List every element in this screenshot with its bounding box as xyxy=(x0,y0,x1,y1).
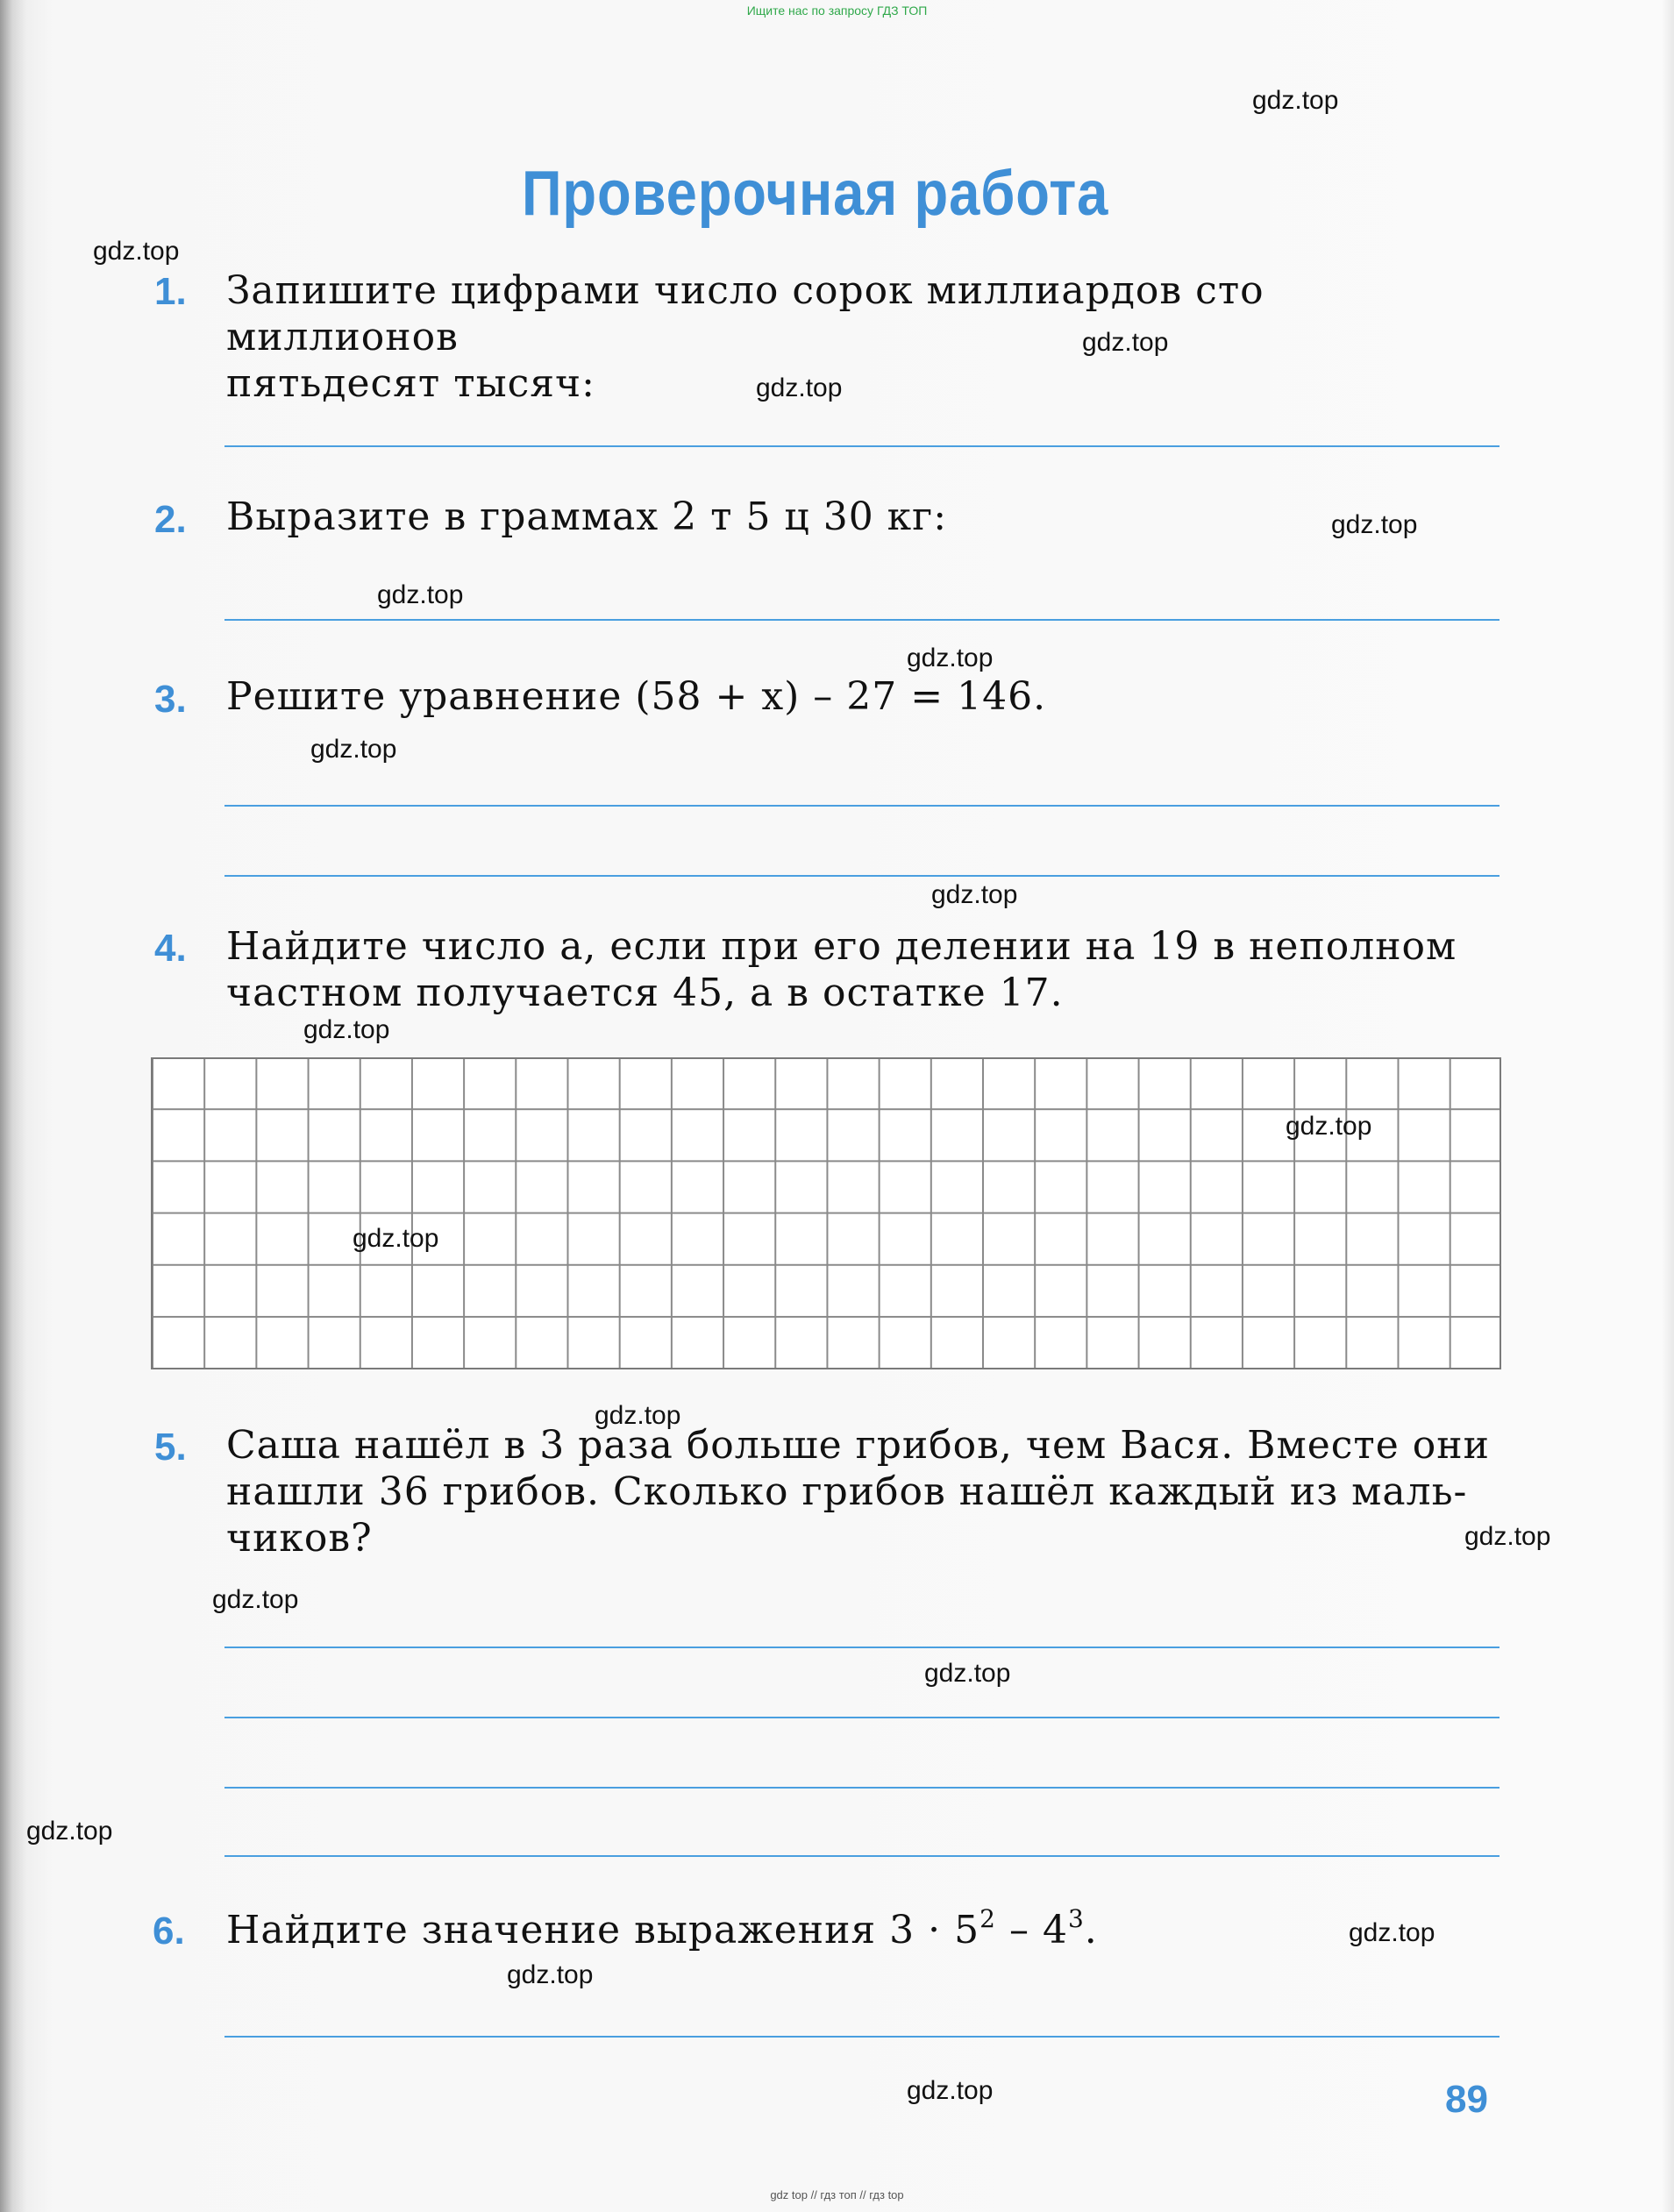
task-6-line-1 xyxy=(226,1904,1502,1958)
watermark: gdz.top xyxy=(595,1401,681,1430)
watermark: gdz.top xyxy=(931,880,1018,909)
task-2-text xyxy=(226,494,1502,540)
task-5-number: 5. xyxy=(154,1426,187,1469)
watermark: gdz.top xyxy=(907,2076,994,2105)
task-6-number: 6. xyxy=(153,1910,185,1952)
squared-grid xyxy=(151,1057,1501,1369)
task-2-number: 2. xyxy=(154,498,187,541)
task-1-line-1: Запишите цифрами число сорок миллиардов сто миллионов xyxy=(226,268,1264,359)
answer-line xyxy=(224,1787,1499,1789)
answer-line xyxy=(224,1717,1499,1718)
task-3-line-1: Решите уравнение (58 + x) – 27 = 146. xyxy=(226,674,1047,719)
answer-line xyxy=(224,619,1499,621)
task-4-line-1: Найдите число a, если при его делении на 19 в неполном xyxy=(226,924,1457,969)
task-4-number: 4. xyxy=(154,927,187,970)
task-5-text xyxy=(226,1422,1502,1561)
task-2-line-1: Выразите в граммах 2 т 5 ц 30 кг: xyxy=(226,494,948,539)
watermark: gdz.top xyxy=(924,1659,1011,1688)
watermark: gdz.top xyxy=(1331,510,1418,539)
watermark: gdz.top xyxy=(303,1015,390,1044)
task-5-line-1: Саша нашёл в 3 раза больше грибов, чем Вася. Вместе они xyxy=(226,1423,1490,1468)
task-5-line-3: чиков? xyxy=(226,1516,373,1561)
watermark: gdz.top xyxy=(756,373,843,402)
task-1-line-2: пятьдесят тысяч: xyxy=(226,361,595,406)
task-1-text xyxy=(226,267,1502,407)
answer-line xyxy=(224,805,1499,807)
watermark: gdz.top xyxy=(26,1817,113,1846)
answer-line xyxy=(224,1647,1499,1648)
watermark: gdz.top xyxy=(212,1585,299,1614)
page-title: Проверочная работа xyxy=(522,159,1109,229)
task-4-text xyxy=(226,923,1502,1016)
top-banner[interactable]: Ищите нас по запросу ГДЗ ТОП xyxy=(746,4,928,18)
task-6-text-mid: – 4 xyxy=(995,1908,1068,1952)
watermark: gdz.top xyxy=(1349,1918,1435,1947)
watermark: gdz.top xyxy=(93,237,180,266)
watermark: gdz.top xyxy=(1252,86,1339,115)
answer-line xyxy=(224,1855,1499,1857)
task-3-text xyxy=(226,673,1502,720)
task-6-text-before: Найдите значение выражения 3 · 5 xyxy=(226,1908,980,1952)
watermark: gdz.top xyxy=(507,1960,594,1989)
watermark: gdz.top xyxy=(907,644,994,672)
task-4-line-2: частном получается 45, а в остатке 17. xyxy=(226,971,1064,1015)
task-6-text xyxy=(226,1904,1502,1958)
answer-line xyxy=(224,445,1499,447)
watermark: gdz.top xyxy=(310,735,397,764)
task-5-line-2: нашли 36 грибов. Сколько грибов нашёл каждый из маль- xyxy=(226,1469,1468,1514)
watermark: gdz.top xyxy=(377,580,464,609)
watermark: gdz.top xyxy=(1464,1522,1551,1551)
watermark: gdz.top xyxy=(1286,1112,1372,1141)
task-6-exponent-1: 2 xyxy=(979,1904,996,1933)
task-1-number: 1. xyxy=(154,270,187,313)
task-6-text-after: . xyxy=(1084,1908,1098,1952)
watermark: gdz.top xyxy=(353,1224,439,1253)
task-6-exponent-2: 3 xyxy=(1067,1904,1085,1933)
page-edge xyxy=(1662,0,1674,2212)
task-3-number: 3. xyxy=(154,678,187,721)
watermark: gdz.top xyxy=(1082,328,1169,357)
bottom-banner[interactable]: gdz top // гдз топ // гдз top xyxy=(770,2188,904,2201)
page-number: 89 xyxy=(1445,2078,1488,2121)
answer-line xyxy=(224,875,1499,877)
answer-line xyxy=(224,2036,1499,2038)
